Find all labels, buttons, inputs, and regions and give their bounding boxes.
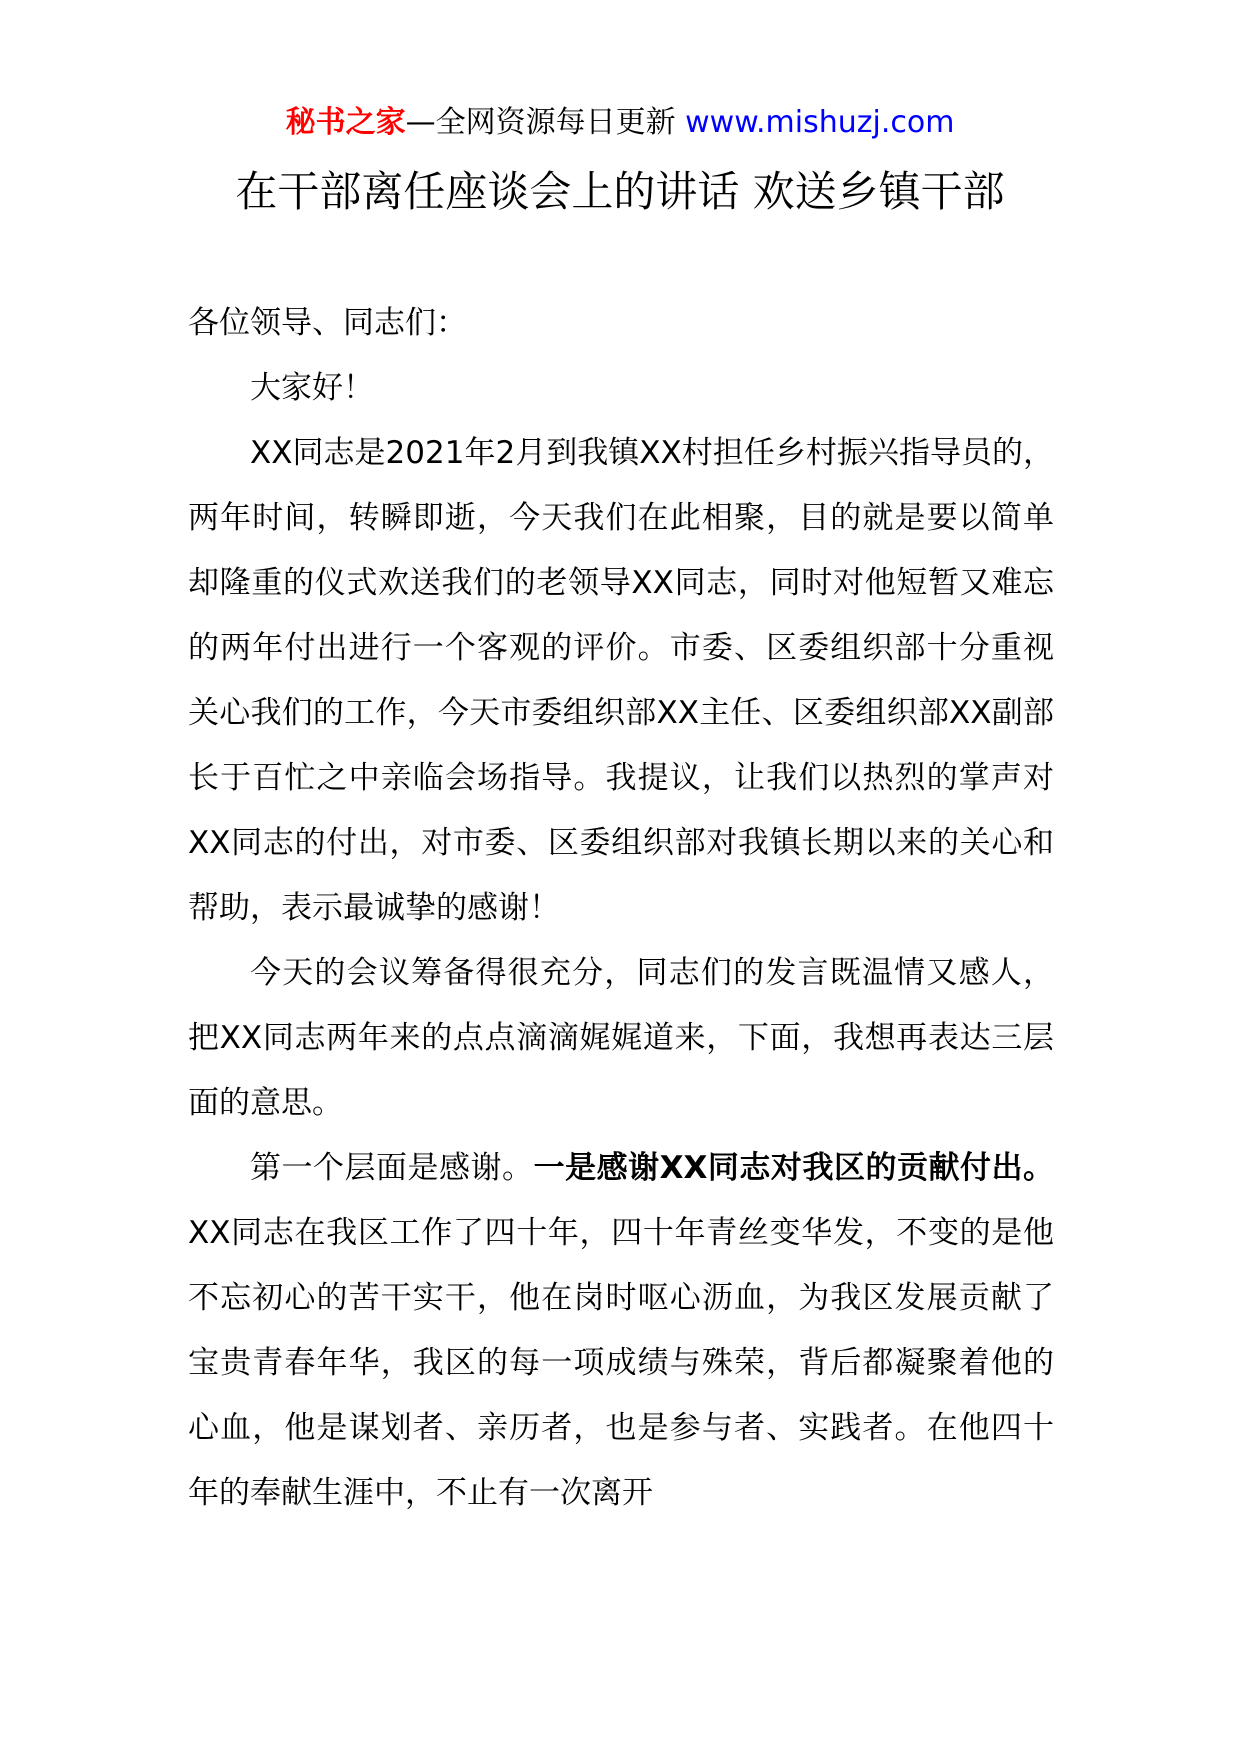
document-title: 在干部离任座谈会上的讲话 欢送乡镇干部 (235, 167, 1005, 216)
paragraph-2: 今天的会议筹备得很充分，同志们的发言既温情又感人，把XX同志两年来的点点滴滴娓娓道来，下面，我想再表达三层面的意思。 (188, 955, 1054, 1121)
paragraph-1: XX同志是2021年2月到我镇XX村担任乡村振兴指导员的，两年时间，转瞬即逝，今天我们在此相聚，目的就是要以简单却隆重的仪式欢送我们的老领导XX同志，同时对他短暂又难忘的两年付出进行一个客观的评价。市委、区委组织部十分重视关心我们的工作，今天市委组织部XX主任、区委组织部XX副部长于百忙之中亲临会场指导。我提议，让我们以热烈的掌声对XX同志的付出，对市委、区委组织部对我镇长期以来的关心和帮助，表示最诚挚的感谢！ (188, 435, 1054, 926)
paragraph-3-lead: 第一个层面是感谢。 (250, 1150, 534, 1186)
site-url-link[interactable]: www.mishuzj.com (685, 105, 955, 140)
greeting: 大家好！ (250, 370, 374, 406)
salutation: 各位领导、同志们： (188, 305, 467, 341)
paragraph-3 (188, 1136, 1054, 1526)
header-tagline: —全网资源每日更新 (405, 105, 676, 140)
brand-name: 秘书之家 (285, 105, 406, 140)
site-header (0, 100, 1240, 146)
paragraph-3-rest: XX同志在我区工作了四十年，四十年青丝变华发，不变的是他不忘初心的苦干实干，他在岗时呕心沥血，为我区发展贡献了宝贵青春年华，我区的每一项成绩与殊荣，背后都凝聚着他的心血，他是谋划者、亲历者，也是参与者、实践者。在他四十年的奉献生涯中，不止有一次离开 (188, 1215, 1054, 1511)
paragraph-3-emphasis: 一是感谢XX同志对我区的贡献付出。 (533, 1150, 1054, 1186)
document-body (188, 291, 1054, 1526)
